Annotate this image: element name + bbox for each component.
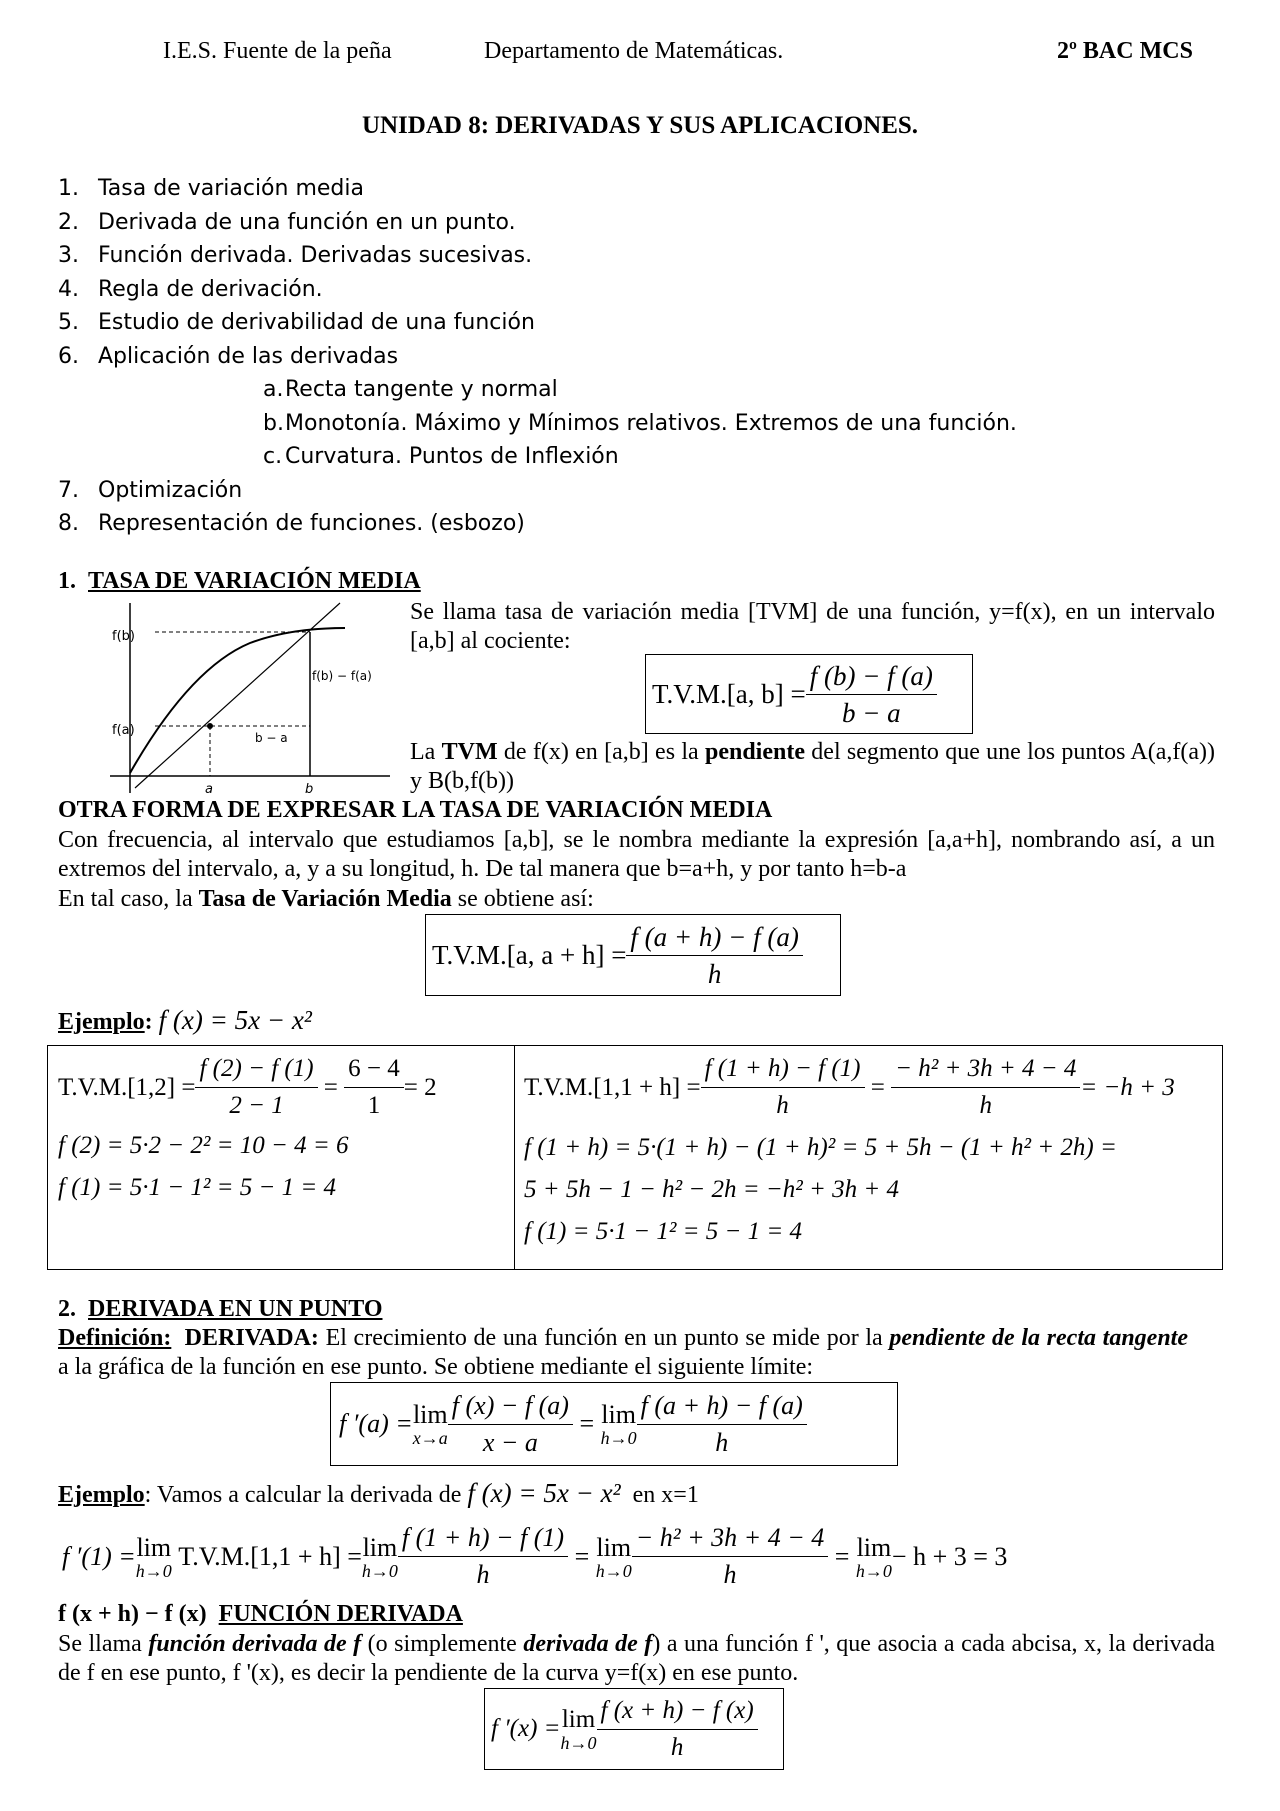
list-item: 4. Regla de derivación. xyxy=(58,276,323,302)
table-of-contents xyxy=(58,172,1017,541)
tvm-formula: T.V.M.[a, b] = $\frac{f (b) - f (a)}{b - a}$ xyxy=(645,654,973,734)
graph-label-bma: b − a xyxy=(255,731,288,745)
list-item: 2. Derivada de una función en un punto. xyxy=(58,209,516,235)
tvm-intro: Se llama tasa de variación media [TVM] de una función, y=f(x), en un intervalo [a,b] al cociente: xyxy=(410,599,1215,654)
list-item: 8. Representación de funciones. (esbozo) xyxy=(58,511,525,536)
derivative-definition: Definición: DERIVADA: El crecimiento de una función en un punto se mide por la pendiente de la recta tangente a la gráfica de la función en ese punto. Se obtiene mediante el siguiente límite: xyxy=(58,1325,1188,1380)
example1-table xyxy=(47,1045,1223,1270)
example2-label: Ejemplo: Vamos a calcular la derivada de f (x) = 5x − x² en x=1 xyxy=(58,1478,699,1508)
header-school: I.E.S. Fuente de la peña xyxy=(163,38,392,64)
example1-label: Ejemplo: f (x) = 5x − x² xyxy=(58,1005,312,1035)
list-item: 1. Tasa de variación media xyxy=(58,176,364,201)
example1-right-cell: T.V.M.[1,1 + h] = $\frac{f (1 + h) - f (1)}{h}$ = $\frac{\text{− h² + 3h + 4 − 4}}{h}$ = −h + 3 f (1 + h) = 5·(1 + h) − (1 + h)² = 5 + 5h − (1 + h² + 2h) = 5 + 5h − 1 − h² − 2h = −h² + 3h + 4 f (1) = 5·1 − 1² = 5 − 1 = 4 xyxy=(524,1051,1175,1246)
derived-function-formula: f ′(x) = lim h→0 $\frac{f (x + h) - f (x)}{h}$ xyxy=(484,1688,784,1770)
section-heading-1: 1. TASA DE VARIACIÓN MEDIA xyxy=(58,568,421,594)
list-subitem: c. Curvatura. Puntos de Inflexión xyxy=(263,444,619,469)
list-subitem: b.Monotonía. Máximo y Mínimos relativos. Extremos de una función. xyxy=(263,410,1017,436)
other-form-heading: OTRA FORMA DE EXPRESAR LA TASA DE VARIACIÓN MEDIA xyxy=(58,797,773,823)
graph-label-diff: f(b) − f(a) xyxy=(312,669,372,683)
other-form-para: Con frecuencia, al intervalo que estudiamos [a,b], se le nombra mediante la expresión [a,a+h], nombrando así, a un extremos del intervalo, a, y a su longitud, h. De tal manera que b=a+h, y por tanto h=b-a xyxy=(58,827,1215,882)
example2-derivation: f ′(1) = lim h→0 T.V.M.[1,1 + h] = lim h→0 $\frac{f (1 + h) - f (1)}{h}$ = lim h→0 $\frac{\text{− h² + 3h + 4 − 4}}{h}$ = lim h→0 − h + 3 = 3 xyxy=(62,1520,1007,1593)
other-form-para2: En tal caso, la Tasa de Variación Media se obtiene así: xyxy=(58,886,594,912)
section-heading-2: 2. DERIVADA EN UN PUNTO xyxy=(58,1296,383,1322)
header-department: Departamento de Matemáticas. xyxy=(484,38,784,64)
page-title: UNIDAD 8: DERIVADAS Y SUS APLICACIONES. xyxy=(361,112,919,139)
tvm-graph xyxy=(100,598,400,798)
list-item: 6. Aplicación de las derivadas xyxy=(58,343,399,369)
header-course: 2º BAC MCS xyxy=(1057,38,1193,64)
tvm-slope-text: La TVM de f(x) en [a,b] es la pendiente del segmento que une los puntos A(a,f(a)) y B(b,f(b)) xyxy=(410,739,1216,794)
graph-label-fb: f(b) xyxy=(112,629,135,644)
list-item: 5. Estudio de derivabilidad de una función xyxy=(58,310,535,335)
list-item: 7. Optimización xyxy=(58,477,243,503)
derived-function-definition: Se llama función derivada de f (o simplemente derivada de f) a una función f ', que asocia a cada abcisa, x, la derivada de f en ese punto, f '(x), es decir la pendiente de la curva y=f(x) en ese punto. xyxy=(58,1631,1215,1686)
tvm-h-formula: T.V.M.[a, a + h] = $\frac{f (a + h) - f (a)}{h}$ xyxy=(425,914,841,996)
example1-left-cell: T.V.M.[1,2] = $\frac{f (2) - f (1)}{2 - 1}$ = $\frac{6 - 4}{1}$ = 2 f (2) = 5·2 − 2² = 10 − 4 = 6 f (1) = 5·1 − 1² = 5 − 1 = 4 xyxy=(58,1051,437,1202)
graph-label-a: a xyxy=(205,782,213,797)
graph-label-b: b xyxy=(305,782,314,797)
graph-label-fa: f(a) xyxy=(112,723,135,738)
list-item: 3. Función derivada. Derivadas sucesivas. xyxy=(58,243,533,268)
derivative-formula: f ′(a) = lim x→a $\frac{f (x) - f (a)}{x - a}$ = lim h→0 $\frac{f (a + h) - f (a)}{h}$ xyxy=(330,1382,898,1466)
section-heading-3: f (x + h) − f (x) FUNCIÓN DERIVADA xyxy=(58,1601,463,1627)
list-subitem: a.Recta tangente y normal xyxy=(263,377,558,402)
